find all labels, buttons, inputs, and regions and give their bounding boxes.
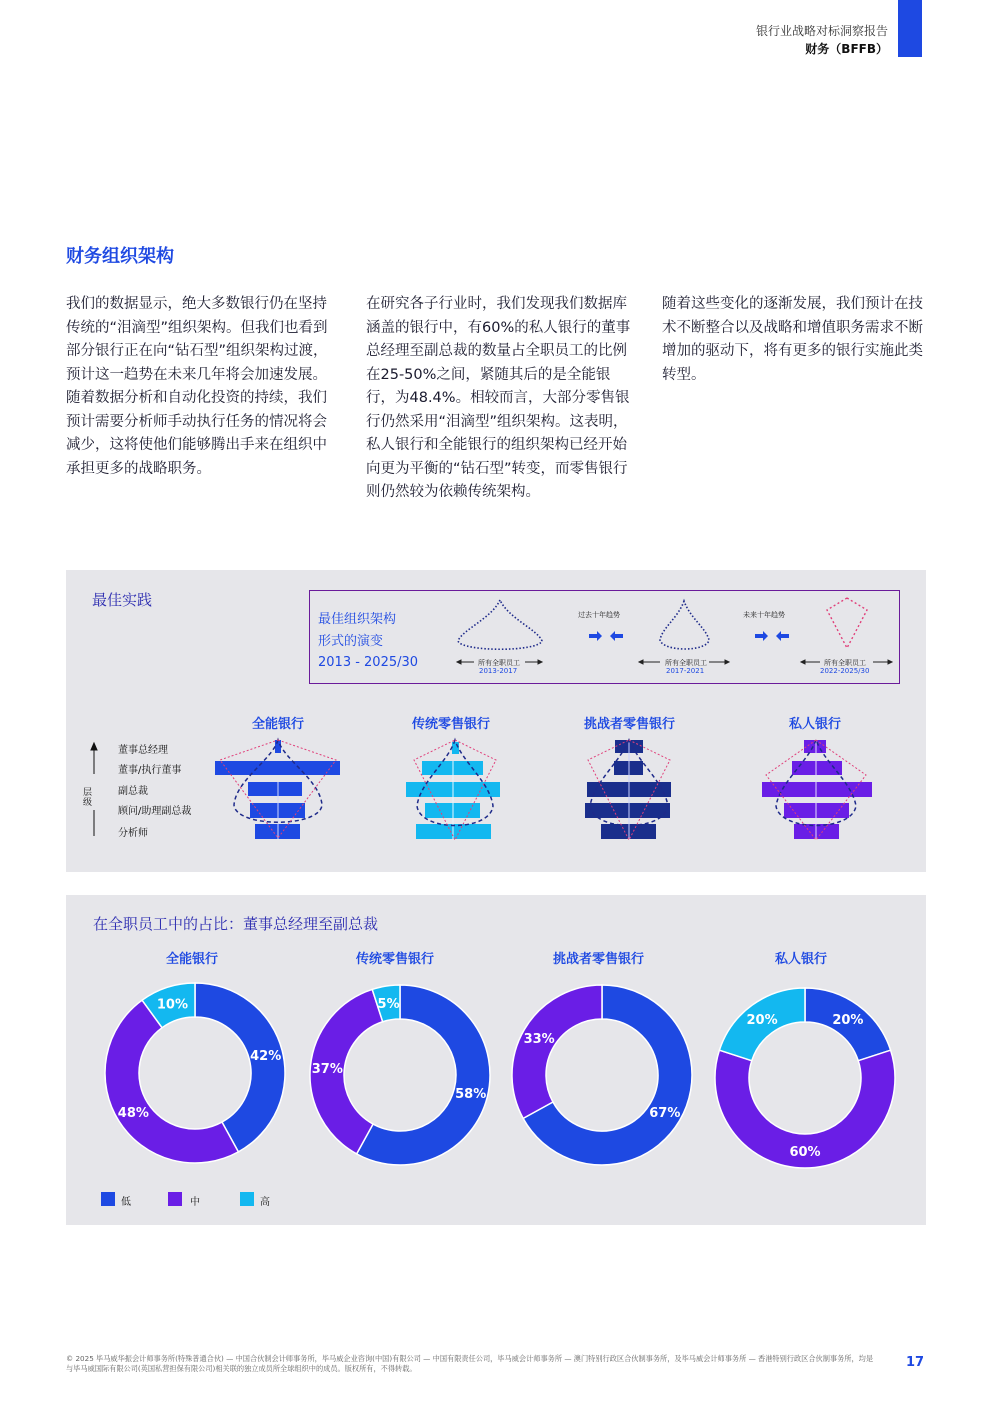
legend-swatch-high: [240, 1192, 254, 1206]
donut-title-challenger-retail: 挑战者零售银行: [553, 952, 645, 967]
legend-label-low: 低: [121, 1197, 131, 1208]
future-trend-label: 未来十年趋势: [743, 611, 785, 619]
level-analyst: 分析师: [118, 828, 148, 839]
body-column-1: 我们的数据显示，绝大多数银行仍在坚持传统的“泪滴型”组织架构。但我们也看到部分银行正在向“钻石型”组织架构过渡，预计这一趋势在未来几年将会加速发展。随着数据分析和自动化投资的持续，我们预计需要分析师手动执行任务的情况将会减少，这将使他们能够腾出手来在组织中承担更多的战略职务。: [66, 296, 328, 477]
bank-title-challenger-retail: 挑战者零售银行: [584, 717, 676, 732]
legend-label-high: 高: [260, 1197, 270, 1208]
legend-swatch-mid: [168, 1192, 182, 1206]
bank-title-traditional-retail: 传统零售银行: [412, 717, 491, 732]
donut-label-3-1: 60%: [789, 1145, 821, 1160]
all-staff-label-2: 所有全职员工: [665, 659, 707, 667]
report-section: 财务（BFFB）: [805, 42, 888, 56]
body-column-3: 随着这些变化的逐渐发展，我们预计在技术不断整合以及战略和增值职务需求不断增加的驱动下，将有更多的银行实施此类转型。: [662, 296, 923, 383]
evolution-title-2: 形式的演变: [318, 634, 384, 649]
donut-label-0-2: 10%: [156, 997, 189, 1013]
period-label-2: 2017-2021: [666, 667, 705, 675]
legend-swatch-low: [101, 1192, 115, 1206]
pyramid-challenger-retail: [585, 740, 671, 840]
all-staff-label-1: 所有全职员工: [478, 659, 520, 667]
donut-slice-0-0: [195, 983, 285, 1152]
donut-label-1-2: 5%: [377, 996, 400, 1012]
level-axis-arrow: [91, 743, 97, 836]
body-column-2: 在研究各子行业时，我们发现我们数据库涵盖的银行中，有60%的私人银行的董事总经理至副总裁的数量占全职员工的比例在25-50%之间，紧随其后的是全能银行，为48.4%。相较而言，大部分零售银行仍然采用“泪滴型”组织架构。这表明，私人银行和全能银行的组织架构已经开始向更为平衡的“钻石型”转变，而零售银行则仍然较为依赖传统架构。: [366, 296, 631, 500]
evolution-years: 2013 - 2025/30: [318, 655, 419, 670]
level-director: 董事/执行董事: [118, 765, 182, 776]
donut-slice-0-1: [105, 997, 238, 1163]
level-axis-label: 层级: [83, 788, 93, 808]
period-label-3: 2022-2025/30: [820, 667, 870, 675]
share-chart-title: 在全职员工中的占比：董事总经理至副总裁: [93, 915, 379, 933]
donut-label-1-0: 58%: [455, 1087, 487, 1103]
pyramid-universal: [215, 740, 340, 839]
level-associate: 顾问/助理副总裁: [118, 806, 192, 817]
footer-copyright: © 2025 毕马威华振会计师事务所(特殊普通合伙) — 中国合伙制会计师事务所，毕马威企业咨询(中国)有限公司 — 中国有限责任公司，毕马威会计师事务所 — 澳门特别行政区合伙制事务所，及毕马威会计师事务所 — 香港特别行政区合伙制事务所，均是与毕马威国际有限公司(英国私营担保有限公司)相关联的独立成员所全球组织中的成员。版权所有，不得转载。: [66, 1354, 874, 1373]
donut-label-1-1: 37%: [311, 1062, 343, 1078]
donut-charts: [0, 960, 992, 1180]
donut-label-0-1: 48%: [117, 1106, 149, 1122]
donut-title-traditional-retail: 传统零售银行: [356, 952, 435, 967]
bank-title-universal: 全能银行: [252, 717, 305, 732]
all-staff-label-3: 所有全职员工: [824, 659, 866, 667]
donut-label-2-1: 33%: [523, 1031, 555, 1047]
donut-label-2-0: 67%: [649, 1106, 681, 1122]
donut-label-0-0: 42%: [250, 1048, 282, 1064]
page-number: 17: [906, 1355, 925, 1370]
report-title: 银行业战略对标洞察报告: [755, 24, 888, 38]
pyramid-private: [762, 740, 872, 840]
level-md: 董事总经理: [118, 745, 168, 756]
donut-label-3-2: 20%: [746, 1012, 778, 1028]
donut-slice-2-1: [512, 985, 602, 1118]
pyramid-traditional-retail: [406, 740, 500, 840]
best-practice-title: 最佳实践: [92, 591, 153, 609]
bank-title-private: 私人银行: [789, 717, 842, 732]
past-trend-label: 过去十年趋势: [578, 611, 620, 619]
donut-label-3-0: 20%: [832, 1012, 864, 1028]
evolution-title-1: 最佳组织架构: [318, 612, 397, 627]
donut-title-universal: 全能银行: [166, 952, 219, 967]
period-label-1: 2013-2017: [479, 667, 518, 675]
level-vp: 副总裁: [118, 786, 148, 797]
section-title: 财务组织架构: [66, 246, 174, 267]
donut-title-private: 私人银行: [775, 952, 828, 967]
legend-label-mid: 中: [190, 1197, 200, 1208]
